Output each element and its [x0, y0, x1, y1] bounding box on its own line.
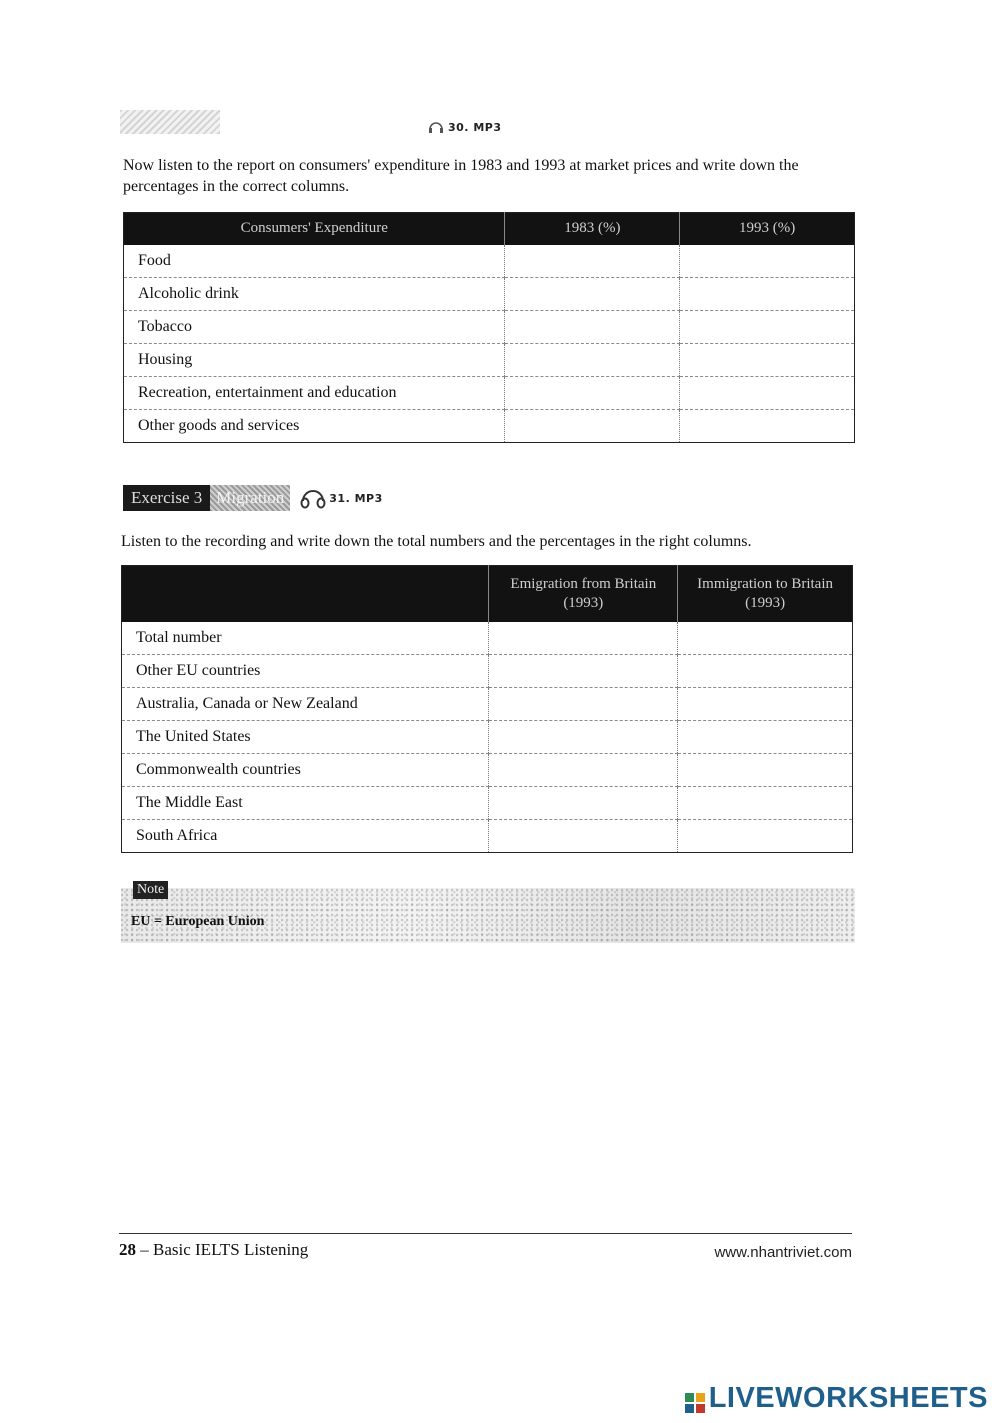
table-row: [124, 310, 855, 343]
answer-cell-emigration[interactable]: [489, 720, 678, 753]
page-number: 28: [119, 1240, 136, 1259]
answer-cell-immigration[interactable]: [678, 654, 853, 687]
headphones-icon: [300, 487, 326, 509]
audio-label: 30. MP3: [448, 121, 502, 134]
table-row: [122, 720, 853, 753]
table-row: [124, 277, 855, 310]
answer-cell-immigration[interactable]: [678, 753, 853, 786]
migration-table: [121, 565, 853, 853]
answer-cell-1983[interactable]: [505, 376, 680, 409]
row-label: Housing: [124, 343, 505, 376]
answer-cell-emigration[interactable]: [489, 654, 678, 687]
table-row: [124, 245, 855, 278]
note-text: EU = European Union: [131, 914, 265, 929]
table-row: [122, 786, 853, 819]
answer-cell-1993[interactable]: [680, 376, 855, 409]
table-row: [122, 819, 853, 852]
audio-track-31[interactable]: [300, 487, 382, 509]
answer-cell-immigration[interactable]: [678, 720, 853, 753]
answer-cell-1983[interactable]: [505, 343, 680, 376]
row-label: Australia, Canada or New Zealand: [122, 687, 489, 720]
row-label: Other EU countries: [122, 654, 489, 687]
header-1993: 1993 (%): [680, 213, 855, 245]
logo-text: LIVEWORKSHEETS: [708, 1382, 988, 1414]
answer-cell-1983[interactable]: [505, 409, 680, 442]
answer-cell-1983[interactable]: [505, 245, 680, 278]
table-header-row: [122, 566, 853, 622]
audio-track-30[interactable]: [428, 118, 501, 136]
answer-cell-1993[interactable]: [680, 310, 855, 343]
table-row: [124, 409, 855, 442]
answer-cell-1983[interactable]: [505, 277, 680, 310]
expenditure-table: [123, 212, 855, 443]
answer-cell-emigration[interactable]: [489, 786, 678, 819]
exercise-heading: [123, 485, 383, 511]
answer-cell-immigration[interactable]: [678, 622, 853, 655]
audio-label: 31. MP3: [329, 491, 383, 505]
table-row: [124, 376, 855, 409]
table-row: [122, 622, 853, 655]
publisher-site: www.nhantriviet.com: [714, 1244, 852, 1261]
answer-cell-immigration[interactable]: [678, 687, 853, 720]
footer-page-info: [119, 1240, 308, 1260]
row-label: South Africa: [122, 819, 489, 852]
header-category: Consumers' Expenditure: [124, 213, 505, 245]
answer-cell-1983[interactable]: [505, 310, 680, 343]
headphones-icon: [428, 120, 444, 134]
header-emigration: Emigration from Britain (1993): [489, 566, 678, 622]
row-label: Recreation, entertainment and education: [124, 376, 505, 409]
footer-rule: [119, 1233, 852, 1234]
row-label: Alcoholic drink: [124, 277, 505, 310]
answer-cell-emigration[interactable]: [489, 819, 678, 852]
table-row: [122, 687, 853, 720]
note-box: [121, 882, 855, 943]
exercise-tag: Exercise 3: [123, 485, 210, 511]
book-title: – Basic IELTS Listening: [140, 1240, 309, 1259]
answer-cell-1993[interactable]: [680, 245, 855, 278]
table-row: [122, 654, 853, 687]
answer-cell-1993[interactable]: [680, 343, 855, 376]
note-tag: Note: [133, 881, 168, 899]
logo-grid-icon: [685, 1393, 705, 1413]
header-immigration: Immigration to Britain (1993): [678, 566, 853, 622]
row-label: Total number: [136, 628, 222, 646]
row-label: Commonwealth countries: [122, 753, 489, 786]
faded-logo: [120, 110, 220, 134]
answer-cell-1993[interactable]: [680, 409, 855, 442]
row-label: Other goods and services: [124, 409, 505, 442]
answer-cell-emigration[interactable]: [489, 622, 678, 655]
instruction-section1: Now listen to the report on consumers' expenditure in 1983 and 1993 at market prices and write down the percentages in the correct columns.: [123, 157, 799, 195]
header-blank: [122, 566, 489, 622]
row-label: Food: [138, 251, 171, 269]
table-row: [122, 753, 853, 786]
answer-cell-emigration[interactable]: [489, 687, 678, 720]
table-header-row: [124, 213, 855, 245]
row-label: Tobacco: [124, 310, 505, 343]
row-label: The Middle East: [122, 786, 489, 819]
instruction-exercise3: Listen to the recording and write down the total numbers and the percentages in the right columns.: [121, 533, 752, 550]
liveworksheets-logo: [685, 1382, 988, 1415]
table-row: [124, 343, 855, 376]
answer-cell-emigration[interactable]: [489, 753, 678, 786]
exercise-topic: Migration: [210, 485, 290, 511]
answer-cell-immigration[interactable]: [678, 786, 853, 819]
row-label: The United States: [122, 720, 489, 753]
answer-cell-1993[interactable]: [680, 277, 855, 310]
answer-cell-immigration[interactable]: [678, 819, 853, 852]
header-1983: 1983 (%): [505, 213, 680, 245]
